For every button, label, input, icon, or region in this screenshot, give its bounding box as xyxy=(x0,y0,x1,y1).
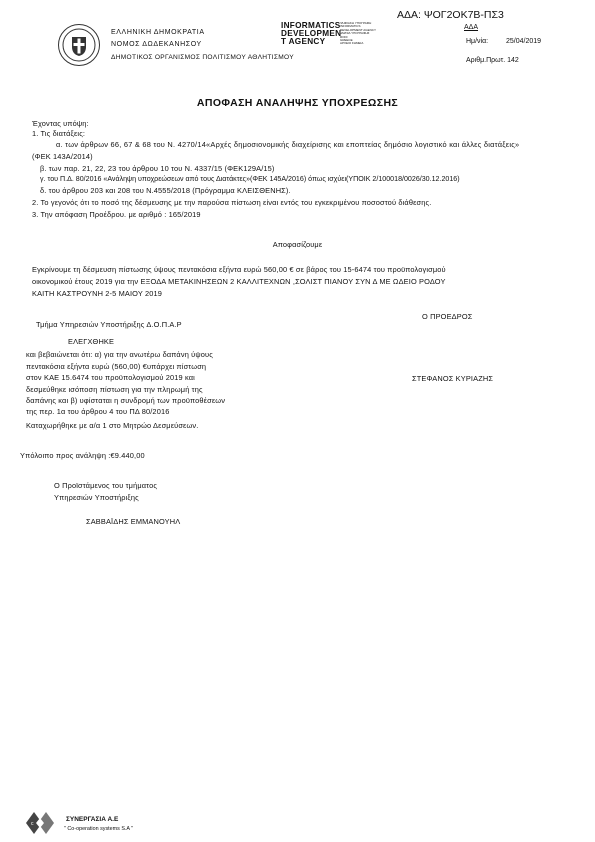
verify-line-2: πεντακόσια εξήντα ευρώ (560,00) €υπάρχει πίστωση xyxy=(26,362,207,371)
ida-line-2: DEVELOPMEN xyxy=(281,29,342,39)
footer-company-en: " Co-operation systems S.A " xyxy=(64,826,134,832)
item-1c: γ. του Π.Δ. 80/2016 «Ανάληψη υποχρεώσεων από τους Διατάκτες»(ΦΕΚ 145Α/2016) όπως ισχύει(ΥΠΟΙΚ 2/100018/0026/30.12.2016) xyxy=(40,175,460,183)
approval-line-3: ΚΑΙΤΗ ΚΑΣΤΡΟΥΝΗ 2-5 ΜΑΙΟΥ 2019 xyxy=(32,289,163,298)
checked-heading: ΕΛΕΓΧΘΗΚΕ xyxy=(68,337,115,346)
department-label: Τμήμα Υπηρεσιών Υποστήριξης Δ.Ο.Π.Α.Ρ xyxy=(36,320,182,329)
ida-signature-stamp xyxy=(281,22,341,47)
ada-code: ΑΔΑ: ΨΟΓ2ΟΚ7Β-ΠΣ3 xyxy=(397,9,504,21)
ida-detail: ΗΜ/ΝΙΑ ΥΠΟΓΡΑΦΗΣ xyxy=(340,31,370,36)
head-name: ΣΑΒΒΑΪΔΗΣ ΕΜΜΑΝΟΥΗΛ xyxy=(86,517,181,526)
verify-line-4: δεσμεύθηκε ισόποση πίστωση για την πληρωμή της xyxy=(26,385,203,394)
head-title-1: Ο Προϊστάμενος του τμήματος xyxy=(54,481,158,490)
item-1d: δ. του άρθρου 203 και 208 του Ν.4555/2018 (Πρόγραμμα ΚΛΕΙΣΘΕΝΗΣ). xyxy=(40,186,291,195)
verify-line-3: στον ΚΑΕ 15.6474 του προϋπολογισμού 2019 και xyxy=(26,373,195,382)
item-1b: β. των παρ. 21, 22, 23 του άρθρου 10 του Ν. 4337/15 (ΦΕΚ129Α/15) xyxy=(40,164,275,173)
head-title-2: Υπηρεσιών Υποστήριξης xyxy=(54,493,139,502)
approval-line-2: οικονομικού έτους 2019 για την ΕΞΟΔΑ ΜΕΤΑΚΙΝΗΣΕΩΝ 2 ΚΑΛΛΙΤΕΧΝΩΝ ,ΣΟΛΙΣΤ ΠΙΑΝΟΥ ΣΥΝ Δ ΜΕ ΩΔΕΙΟ ΡΟΔΟΥ xyxy=(32,277,446,286)
verify-line-1: και βεβαιώνεται ότι: α) για την ανωτέρω δαπάνη ύψους xyxy=(26,350,213,359)
org-line-3: ΔΗΜΟΤΙΚΟΣ ΟΡΓΑΝΙΣΜΟΣ ΠΟΛΙΤΙΣΜΟΥ ΑΘΛΗΤΙΣΜΟΥ xyxy=(111,54,294,61)
verify-line-5: δαπάνης και β) υφίσταται η συνδρομή των προϋποθέσεων xyxy=(26,396,226,405)
ida-detail: INFORMATICS xyxy=(340,24,361,29)
footer-company: ΣΥΝΕΡΓΑΣΙΑ Α.Ε xyxy=(66,816,119,823)
company-logo-icon xyxy=(24,810,62,841)
verify-line-6: της περ. 1α του άρθρου 4 του ΠΔ 80/2016 xyxy=(26,407,170,416)
ida-detail: RODI xyxy=(340,34,348,39)
svg-text:c: c xyxy=(31,821,34,827)
registered-note: Καταχωρήθηκε με α/α 1 στο Μητρώο Δεσμεύσεων. xyxy=(26,421,199,430)
ida-detail: ΑΡΧΕΙΟ ΣΗΜΕΙΑ xyxy=(340,41,364,46)
ida-line-1: INFORMATICS xyxy=(281,21,341,30)
approval-line-1: Εγκρίνουμε τη δέσμευση πίστωσης ύψους πεντακόσια εξήντα ευρώ 560,00 € σε βάρος του 15-6474 του προϋπολογισμού xyxy=(32,265,446,274)
item-2: 2. Το γεγονός ότι το ποσό της δέσμευσης με την παρούσα πίστωση είναι εντός του εγκεκριμένου ποσοστού διάθεσης. xyxy=(32,198,432,207)
ida-line-3: T AGENCY xyxy=(281,37,326,47)
ada-short-label: ΑΔΑ xyxy=(464,24,479,31)
president-title: Ο ΠΡΟΕΔΡΟΣ xyxy=(422,312,473,321)
document-title: ΑΠΟΦΑΣΗ ΑΝΑΛΗΨΗΣ ΥΠΟΧΡΕΩΣΗΣ xyxy=(196,97,399,109)
ida-detail: ΨΗΦΙΑΚΗ ΥΠΟΓΡΑΦΗ xyxy=(340,21,372,25)
remaining-amount: Υπόλοιπο προς ανάληψη :€9.440,00 xyxy=(20,451,145,460)
ida-detail: GREECE xyxy=(340,38,353,43)
item-1a: α. των άρθρων 66, 67 & 68 του Ν. 4270/14«Αρχές δημοσιονομικής διαχείρισης και εποπτείας δημόσιο λογιστικό και άλλες διατάξεις» xyxy=(56,140,520,149)
date-label: Ημ/νία: xyxy=(466,38,489,45)
date-value: 25/04/2019 xyxy=(506,38,542,45)
org-line-1: ΕΛΛΗΝΙΚΗ ΔΗΜΟΚΡΑΤΙΑ xyxy=(111,29,205,36)
item-1a-cont: (ΦΕΚ 143Α/2014) xyxy=(32,152,93,161)
item-1: 1. Τις διατάξεις: xyxy=(32,129,86,138)
decide-heading: Αποφασίζουμε xyxy=(272,240,323,249)
president-name: ΣΤΕΦΑΝΟΣ ΚΥΡΙΑΖΗΣ xyxy=(412,374,494,383)
ida-detail: DEVELOPMENT AGENCY xyxy=(340,27,376,32)
greek-emblem-icon xyxy=(58,24,100,66)
org-line-2: ΝΟΜΟΣ ΔΩΔΕΚΑΝΗΣΟΥ xyxy=(111,41,202,48)
considering-heading: Έχοντας υπόψη: xyxy=(32,119,89,128)
item-3: 3. Την απόφαση Προέδρου. με αριθμό : 165/2019 xyxy=(32,210,201,219)
ida-stamp-details xyxy=(340,22,376,46)
protocol-number: Αριθμ.Πρωτ. 142 xyxy=(466,57,519,64)
